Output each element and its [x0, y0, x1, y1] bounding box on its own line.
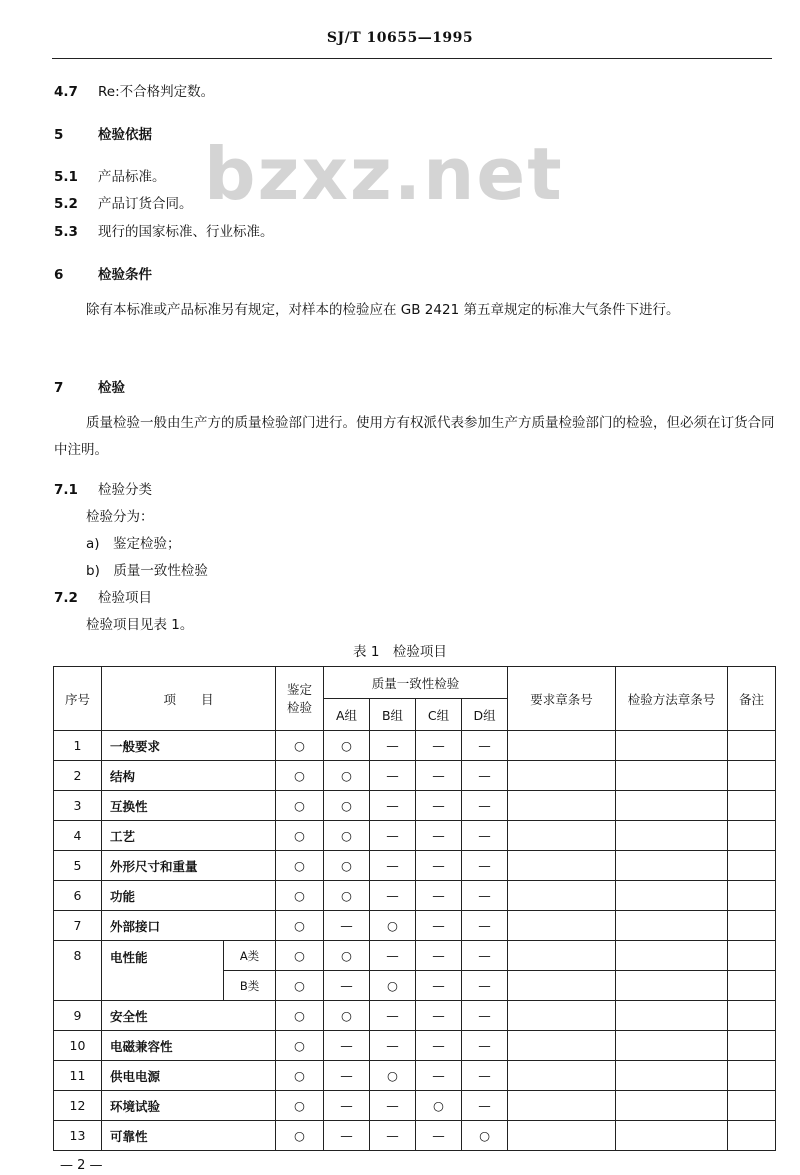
- cell-identification: ○: [276, 1091, 324, 1121]
- cell-group-c: ○: [416, 1091, 462, 1121]
- header-req-clause: 要求章条号: [508, 667, 616, 731]
- header-group-a: A组: [324, 699, 370, 731]
- cell-remark: [728, 1001, 776, 1031]
- row-seq: 2: [54, 761, 102, 791]
- cell-method-clause: [616, 821, 728, 851]
- table-caption: 表 1 检验项目: [353, 644, 447, 660]
- clause-number: 7.2: [54, 590, 78, 606]
- cell-method-clause: [616, 1001, 728, 1031]
- cell-req-clause: [508, 941, 616, 971]
- cell-method-clause: [616, 1061, 728, 1091]
- clause-text: 检验分类: [98, 482, 152, 498]
- cell-remark: [728, 731, 776, 761]
- cell-group-a: —: [324, 1121, 370, 1151]
- section-title: 检验条件: [98, 267, 152, 283]
- cell-remark: [728, 821, 776, 851]
- cell-req-clause: [508, 821, 616, 851]
- row-item: 外形尺寸和重量: [102, 851, 276, 881]
- cell-method-clause: [616, 911, 728, 941]
- row-item: 互换性: [102, 791, 276, 821]
- row-item: 功能: [102, 881, 276, 911]
- cell-method-clause: [616, 791, 728, 821]
- row-seq: 1: [54, 731, 102, 761]
- header-group-b: B组: [370, 699, 416, 731]
- cell-identification: ○: [276, 971, 324, 1001]
- cell-identification: ○: [276, 731, 324, 761]
- table-row: [54, 791, 776, 821]
- cell-method-clause: [616, 1121, 728, 1151]
- cell-group-c: —: [416, 941, 462, 971]
- clause-text: 产品标准。: [98, 169, 166, 185]
- cell-group-d: —: [462, 941, 508, 971]
- row-seq: 11: [54, 1061, 102, 1091]
- table-row: [54, 1061, 776, 1091]
- row-subitem: A类: [224, 941, 276, 971]
- inspection-items-table: [53, 666, 776, 1151]
- cell-identification: ○: [276, 761, 324, 791]
- clause-4-7: [54, 80, 214, 100]
- header-item: 项 目: [102, 667, 276, 731]
- cell-group-b: —: [370, 941, 416, 971]
- cell-group-b: —: [370, 731, 416, 761]
- table-row: [54, 1001, 776, 1031]
- clause-5-3: [54, 220, 274, 240]
- cell-remark: [728, 851, 776, 881]
- cell-group-a: ○: [324, 851, 370, 881]
- clause-7-2: [54, 586, 152, 606]
- cell-group-c: —: [416, 791, 462, 821]
- row-item: 外部接口: [102, 911, 276, 941]
- clause-number: 4.7: [54, 84, 78, 100]
- cell-group-d: —: [462, 911, 508, 941]
- section-title: 检验依据: [98, 127, 152, 143]
- row-item: 可靠性: [102, 1121, 276, 1151]
- classification-item-a: a) 鉴定检验；: [86, 536, 181, 552]
- paragraph-test-conditions: 除有本标准或产品标准另有规定，对样本的检验应在 GB 2421 第五章规定的标准大气条件下进行。: [86, 302, 680, 318]
- cell-req-clause: [508, 881, 616, 911]
- row-item: 供电电源: [102, 1061, 276, 1091]
- cell-req-clause: [508, 1001, 616, 1031]
- cell-group-a: —: [324, 1091, 370, 1121]
- table-row: [54, 1031, 776, 1061]
- cell-group-b: —: [370, 1121, 416, 1151]
- row-seq: 7: [54, 911, 102, 941]
- doc-number-header: SJ/T 10655—1995: [326, 30, 474, 46]
- row-seq: 12: [54, 1091, 102, 1121]
- table-row: [54, 881, 776, 911]
- cell-group-d: —: [462, 1031, 508, 1061]
- cell-identification: ○: [276, 911, 324, 941]
- cell-method-clause: [616, 851, 728, 881]
- cell-group-b: —: [370, 1031, 416, 1061]
- cell-group-c: —: [416, 761, 462, 791]
- clause-5-1: [54, 165, 166, 185]
- row-seq: 4: [54, 821, 102, 851]
- cell-req-clause: [508, 761, 616, 791]
- header-remark: 备注: [728, 667, 776, 731]
- row-item: 工艺: [102, 821, 276, 851]
- cell-req-clause: [508, 731, 616, 761]
- cell-remark: [728, 881, 776, 911]
- table-reference: 检验项目见表 1。: [86, 617, 194, 633]
- section-number: 5: [54, 127, 64, 143]
- row-subitem: B类: [224, 971, 276, 1001]
- classification-item-b: b) 质量一致性检验: [86, 563, 208, 579]
- cell-method-clause: [616, 761, 728, 791]
- cell-group-a: —: [324, 1061, 370, 1091]
- header-conformity: 质量一致性检验: [324, 667, 508, 699]
- cell-method-clause: [616, 1031, 728, 1061]
- cell-group-a: —: [324, 1031, 370, 1061]
- cell-group-b: ○: [370, 1061, 416, 1091]
- cell-group-d: —: [462, 971, 508, 1001]
- cell-identification: ○: [276, 941, 324, 971]
- clause-number: 7.1: [54, 482, 78, 498]
- clause-text: 现行的国家标准、行业标准。: [98, 224, 274, 240]
- section-5-heading: [54, 123, 152, 143]
- cell-group-c: —: [416, 1061, 462, 1091]
- cell-group-a: ○: [324, 791, 370, 821]
- cell-req-clause: [508, 1061, 616, 1091]
- cell-group-c: —: [416, 731, 462, 761]
- cell-identification: ○: [276, 1001, 324, 1031]
- table-row: [54, 911, 776, 941]
- section-7-heading: [54, 376, 125, 396]
- section-title: 检验: [98, 380, 125, 396]
- table-row: [54, 1091, 776, 1121]
- cell-group-a: ○: [324, 941, 370, 971]
- cell-group-a: —: [324, 911, 370, 941]
- cell-group-b: —: [370, 881, 416, 911]
- cell-group-d: —: [462, 1001, 508, 1031]
- cell-identification: ○: [276, 1031, 324, 1061]
- cell-group-d: —: [462, 731, 508, 761]
- cell-group-b: —: [370, 1001, 416, 1031]
- cell-group-a: ○: [324, 1001, 370, 1031]
- cell-group-b: ○: [370, 911, 416, 941]
- cell-req-clause: [508, 971, 616, 1001]
- table-row: [54, 761, 776, 791]
- cell-remark: [728, 1091, 776, 1121]
- cell-identification: ○: [276, 881, 324, 911]
- cell-method-clause: [616, 971, 728, 1001]
- cell-req-clause: [508, 911, 616, 941]
- cell-group-d: —: [462, 791, 508, 821]
- cell-group-d: —: [462, 761, 508, 791]
- row-item: 环境试验: [102, 1091, 276, 1121]
- clause-text: Re:不合格判定数。: [98, 84, 215, 100]
- cell-group-c: —: [416, 821, 462, 851]
- classification-intro: 检验分为：: [86, 509, 154, 525]
- cell-group-c: —: [416, 881, 462, 911]
- row-seq: 5: [54, 851, 102, 881]
- cell-identification: ○: [276, 1061, 324, 1091]
- cell-group-d: —: [462, 881, 508, 911]
- cell-group-b: —: [370, 821, 416, 851]
- cell-group-d: —: [462, 1061, 508, 1091]
- clause-number: 5.3: [54, 224, 78, 240]
- cell-remark: [728, 941, 776, 971]
- cell-group-a: ○: [324, 761, 370, 791]
- cell-group-c: —: [416, 1121, 462, 1151]
- row-item: 一般要求: [102, 731, 276, 761]
- table-row: [54, 731, 776, 761]
- cell-group-a: ○: [324, 881, 370, 911]
- cell-req-clause: [508, 791, 616, 821]
- table-row: [54, 1121, 776, 1151]
- cell-group-c: —: [416, 971, 462, 1001]
- clause-text: 检验项目: [98, 590, 152, 606]
- cell-group-a: ○: [324, 821, 370, 851]
- clause-5-2: [54, 192, 193, 212]
- cell-group-c: —: [416, 1001, 462, 1031]
- clause-number: 5.2: [54, 196, 78, 212]
- cell-group-a: ○: [324, 731, 370, 761]
- header-group-d: D组: [462, 699, 508, 731]
- cell-group-d: —: [462, 851, 508, 881]
- section-number: 6: [54, 267, 64, 283]
- row-item: 安全性: [102, 1001, 276, 1031]
- cell-req-clause: [508, 1031, 616, 1061]
- watermark: bzxz.net: [204, 132, 564, 216]
- cell-method-clause: [616, 941, 728, 971]
- header-identification: 鉴定检验: [276, 667, 324, 731]
- cell-remark: [728, 791, 776, 821]
- cell-identification: ○: [276, 791, 324, 821]
- clause-number: 5.1: [54, 169, 78, 185]
- row-seq: 8: [54, 941, 102, 1001]
- row-seq: 3: [54, 791, 102, 821]
- cell-remark: [728, 911, 776, 941]
- cell-group-d: ○: [462, 1121, 508, 1151]
- clause-7-1: [54, 478, 152, 498]
- cell-group-b: ○: [370, 971, 416, 1001]
- section-number: 7: [54, 380, 64, 396]
- cell-identification: ○: [276, 851, 324, 881]
- row-item: 结构: [102, 761, 276, 791]
- cell-group-b: —: [370, 1091, 416, 1121]
- cell-group-c: —: [416, 1031, 462, 1061]
- cell-method-clause: [616, 1091, 728, 1121]
- row-item: 电磁兼容性: [102, 1031, 276, 1061]
- cell-identification: ○: [276, 821, 324, 851]
- cell-method-clause: [616, 731, 728, 761]
- table-row: [54, 851, 776, 881]
- cell-remark: [728, 761, 776, 791]
- row-seq: 6: [54, 881, 102, 911]
- row-seq: 10: [54, 1031, 102, 1061]
- header-method-clause: 检验方法章条号: [616, 667, 728, 731]
- row-seq: 9: [54, 1001, 102, 1031]
- cell-method-clause: [616, 881, 728, 911]
- row-item: 电性能: [102, 941, 224, 1001]
- cell-group-a: —: [324, 971, 370, 1001]
- cell-group-c: —: [416, 851, 462, 881]
- header-rule: [52, 58, 772, 59]
- cell-remark: [728, 1061, 776, 1091]
- cell-remark: [728, 971, 776, 1001]
- cell-group-d: —: [462, 821, 508, 851]
- clause-text: 产品订货合同。: [98, 196, 193, 212]
- cell-group-b: —: [370, 761, 416, 791]
- cell-remark: [728, 1031, 776, 1061]
- cell-req-clause: [508, 1121, 616, 1151]
- table-row: [54, 821, 776, 851]
- cell-group-c: —: [416, 911, 462, 941]
- cell-req-clause: [508, 1091, 616, 1121]
- cell-identification: ○: [276, 1121, 324, 1151]
- paragraph-inspection: 质量检验一般由生产方的质量检验部门进行。使用方有权派代表参加生产方质量检验部门的检验，但必须在订货合同中注明。: [54, 415, 775, 458]
- row-seq: 13: [54, 1121, 102, 1151]
- cell-group-d: —: [462, 1091, 508, 1121]
- header-group-c: C组: [416, 699, 462, 731]
- section-6-heading: [54, 263, 152, 283]
- cell-req-clause: [508, 851, 616, 881]
- table-row: [54, 941, 776, 971]
- cell-group-b: —: [370, 791, 416, 821]
- cell-group-b: —: [370, 851, 416, 881]
- cell-remark: [728, 1121, 776, 1151]
- page-number: — 2 —: [60, 1158, 103, 1173]
- header-seq: 序号: [54, 667, 102, 731]
